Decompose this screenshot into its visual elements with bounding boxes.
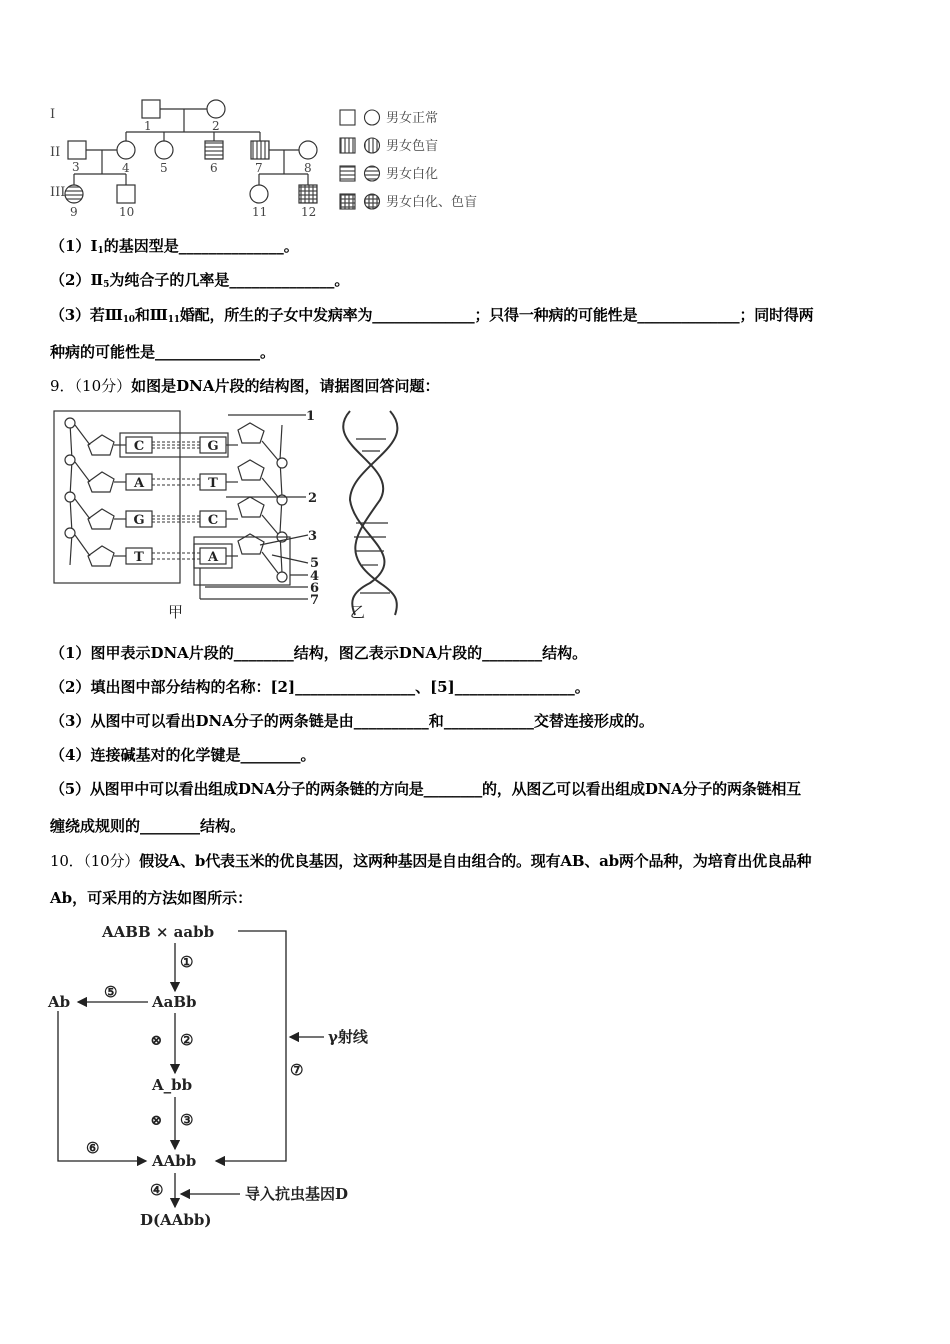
caption-jia: 甲 xyxy=(168,603,184,620)
answer-blank[interactable]: ______________ xyxy=(372,306,475,324)
q10-heading-cont: Ab，可采用的方法如图所示： xyxy=(50,889,253,907)
legend-label: 男女正常 xyxy=(386,111,439,126)
answer-blank[interactable]: ______________ xyxy=(155,343,261,361)
q9-part3: （3）从图中可以看出DNA分子的两条链是由__________和____________交替连接形成的。 xyxy=(50,712,654,730)
gen-label-1: I xyxy=(50,107,56,122)
legend-colorblind-female-icon xyxy=(365,138,380,153)
individual-10 xyxy=(117,185,135,203)
answer-blank[interactable]: ____________ xyxy=(443,712,534,730)
aabb-node: AAbb xyxy=(152,1152,197,1170)
individual-label: 6 xyxy=(210,161,218,175)
legend-label: 男女白化 xyxy=(386,167,439,182)
individual-label: 1 xyxy=(144,119,152,133)
legend-normal-female-icon xyxy=(365,110,380,125)
step-3: ③ xyxy=(180,1111,194,1129)
right-strand xyxy=(226,423,287,582)
legend-albinism-male-icon xyxy=(340,166,355,181)
selfing-2: ⊗ xyxy=(150,1111,163,1129)
base-left-1: C xyxy=(133,439,145,454)
individual-label: 4 xyxy=(122,161,130,175)
legend-normal-male-icon xyxy=(340,110,355,125)
individual-6 xyxy=(205,141,223,159)
individual-1 xyxy=(142,100,160,118)
individual-label: 2 xyxy=(212,119,220,133)
base-right-3: C xyxy=(207,513,219,528)
step-7: ⑦ xyxy=(290,1061,304,1079)
q9-heading: 9．（10分）如图是DNA片段的结构图，请据图回答问题： xyxy=(50,377,440,395)
q8-part3-cont: 种病的可能性是______________。 xyxy=(50,343,276,361)
individual-2 xyxy=(207,100,225,118)
individual-label: 11 xyxy=(252,205,268,219)
step-1: ① xyxy=(180,953,194,971)
legend-colorblind-male-icon xyxy=(340,138,355,153)
q8-part3: （3）若$Ⅲ_{10}$和$Ⅲ_{11}$婚配，所生的子女中发病率为______________；只得一种病的可能性是______________；同时得两 xyxy=(50,306,814,325)
individual-label: 10 xyxy=(119,205,135,219)
individual-5 xyxy=(155,141,173,159)
step-4: ④ xyxy=(150,1181,164,1199)
individual-label: 8 xyxy=(304,161,312,175)
double-helix xyxy=(343,411,397,615)
answer-blank[interactable]: ______________ xyxy=(178,237,284,255)
q9-part5: （5）从图甲中可以看出组成DNA分子的两条链的方向是________的，从图乙可以看出组成DNA分子的两条链相互 xyxy=(50,780,801,798)
label-2: 2 xyxy=(308,491,318,506)
insert-gene-label: 导入抗虫基因D xyxy=(245,1185,349,1203)
individual-9 xyxy=(65,185,83,203)
pedigree-diagram xyxy=(40,90,510,225)
answer-blank[interactable]: ________ xyxy=(140,817,201,835)
caption-yi: 乙 xyxy=(350,603,366,620)
left-strand xyxy=(65,418,126,566)
label-1: 1 xyxy=(306,409,316,424)
step-2: ② xyxy=(180,1031,194,1049)
base-left-2: A xyxy=(133,476,145,491)
answer-blank[interactable]: ________ xyxy=(482,644,543,662)
parent-cross: AABB × aabb xyxy=(102,923,215,941)
answer-blank[interactable]: __________ xyxy=(353,712,429,730)
gen-label-3: III xyxy=(50,185,66,200)
answer-blank[interactable]: ________ xyxy=(233,644,294,662)
base-left-4: T xyxy=(134,550,144,565)
answer-blank[interactable]: ________________ xyxy=(295,678,416,696)
individual-8 xyxy=(299,141,317,159)
dna-diagram xyxy=(50,405,420,620)
step-5: ⑤ xyxy=(104,983,118,1001)
individual-label: 5 xyxy=(160,161,168,175)
legend-label: 男女色盲 xyxy=(386,139,439,154)
d-node: D(AAbb) xyxy=(140,1211,212,1229)
base-right-2: T xyxy=(208,476,218,491)
label-4: 4 xyxy=(310,569,320,584)
label-6: 6 xyxy=(310,581,320,596)
label-7: 7 xyxy=(310,593,320,608)
step-6: ⑥ xyxy=(86,1139,100,1157)
ab-node: Ab xyxy=(48,993,71,1011)
base-right-4: A xyxy=(207,550,219,565)
answer-blank[interactable]: ________________ xyxy=(454,678,575,696)
answer-blank[interactable]: ______________ xyxy=(637,306,740,324)
answer-blank[interactable]: ______________ xyxy=(229,271,335,289)
q9-part1: （1）图甲表示DNA片段的________结构，图乙表示DNA片段的________结构。 xyxy=(50,644,588,662)
legend-both-female-icon xyxy=(365,194,380,209)
individual-label: 7 xyxy=(255,161,263,175)
individual-label: 3 xyxy=(72,160,80,174)
base-left-3: G xyxy=(133,513,145,528)
q9-part5-cont: 缠绕成规则的________结构。 xyxy=(50,817,246,835)
legend-albinism-female-icon xyxy=(365,166,380,181)
individual-12 xyxy=(299,185,317,203)
individual-label: 12 xyxy=(301,205,317,219)
q8-part1: $(1)Ⅰ_1$的基因型是______________。 xyxy=(50,237,299,256)
answer-blank[interactable]: ________ xyxy=(240,746,301,764)
legend-both-male-icon xyxy=(340,194,355,209)
gamma-ray-label: γ射线 xyxy=(328,1028,368,1046)
gen-label-2: II xyxy=(50,145,61,160)
label-3: 3 xyxy=(308,529,318,544)
individual-4 xyxy=(117,141,135,159)
individual-7 xyxy=(251,141,269,159)
individual-label: 9 xyxy=(70,205,78,219)
q10-heading: 10．（10分）假设A、b代表玉米的优良基因，这两种基因是自由组合的。现有AB、ab两个品种，为培育出优良品种 xyxy=(50,852,812,870)
q8-part2: $(2)Ⅱ_5$为纯合子的几率是______________。 xyxy=(50,271,350,290)
breeding-flowchart xyxy=(40,915,420,1235)
individual-11 xyxy=(250,185,268,203)
individual-3 xyxy=(68,141,86,159)
legend-label: 男女白化、色盲 xyxy=(386,195,478,210)
q9-part4: （4）连接碱基对的化学键是________。 xyxy=(50,746,316,764)
q9-part2: （2）填出图中部分结构的名称：[2]________________、[5]________________。 xyxy=(50,678,590,696)
base-right-1: G xyxy=(207,439,219,454)
selfing-1: ⊗ xyxy=(150,1031,163,1049)
f1-node: AaBb xyxy=(152,993,197,1011)
label-5: 5 xyxy=(310,556,320,571)
answer-blank[interactable]: ________ xyxy=(423,780,483,798)
a-bb-node: A_bb xyxy=(152,1076,193,1094)
